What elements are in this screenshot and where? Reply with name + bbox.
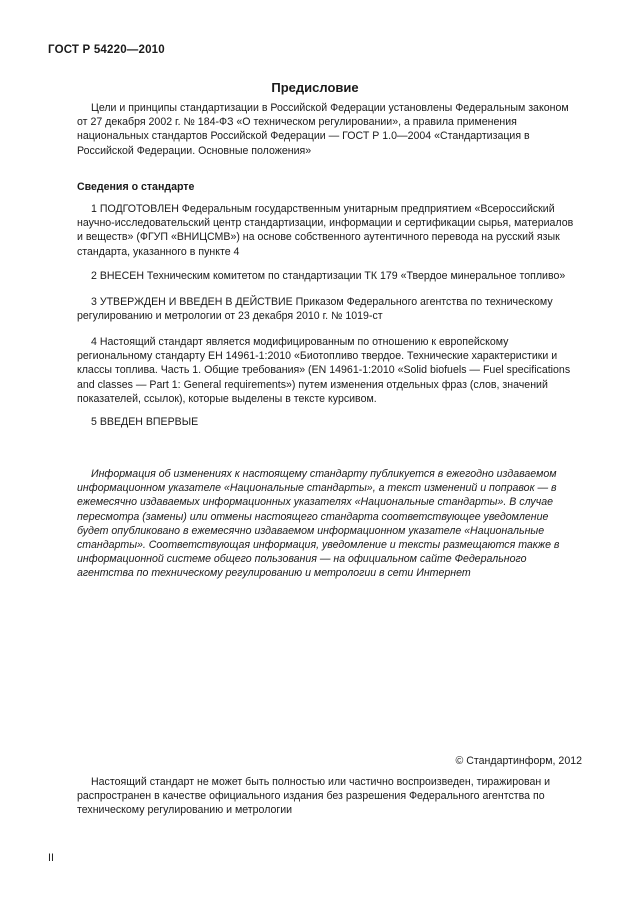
item-5-paragraph: 5 ВВЕДЕН ВПЕРВЫЕ <box>91 416 199 428</box>
copyright-line: © Стандартинформ, 2012 <box>455 755 582 767</box>
section-heading: Сведения о стандарте <box>77 181 195 193</box>
intro-paragraph: Цели и принципы стандартизации в Российской Федерации установлены Федеральным законом от 27 декабря 2002 г. № 184-ФЗ «О техническом регулировании», а правила применения национальных стандартов Российской Федерации — ГОСТ Р 1.0—2004 «Стандартизация в Российской Федерации. Основные положения» <box>77 102 569 157</box>
info-notice-paragraph: Информация об изменениях к настоящему стандарту публикуется в ежегодно издаваемом информационном указателе «Национальные стандарты», а текст изменений и поправок — в ежемесячно издаваемых информационных указателях «Национальные стандарты». В случае пересмотра (замены) или отмены настоящего стандарта соответствующее уведомление будет опубликовано в ежемесячно издаваемом информационном указателе «Национальные стандарты». Соответствующая информация, уведомление и тексты размещаются также в информационной системе общего пользования — на официальном сайте Федерального агентства по техническому регулированию и метрологии в сети Интернет <box>77 468 560 580</box>
item-3-paragraph: 3 УТВЕРЖДЕН И ВВЕДЕН В ДЕЙСТВИЕ Приказом Федерального агентства по техническому регулированию и метрологии от 23 декабря 2010 г. № 1019-ст <box>77 296 553 323</box>
item-1-paragraph: 1 ПОДГОТОВЛЕН Федеральным государственным унитарным предприятием «Всероссийский научно-исследовательский центр стандартизации, информации и сертификации сырья, материалов и веществ» (ФГУП «ВНИЦСМВ») на основе собственного аутентичного перевода на русский язык стандарта, указанного в пункте 4 <box>77 203 574 258</box>
reproduction-notice-paragraph: Настоящий стандарт не может быть полностью или частично воспроизведен, тиражирован и распространен в качестве официального издания без разрешения Федерального агентства по техническому регулированию и метрологии <box>77 776 551 817</box>
item-4-paragraph: 4 Настоящий стандарт является модифицированным по отношению к европейскому региональному стандарту ЕН 14961-1:2010 «Биотопливо твердое. Технические характеристики и классы топлива. Часть 1. Общие требования» (EN 14961-1:2010 «Solid biofuels — Fuel specifications and classes — Part 1: General requirements») путем изменения отдельных фраз (слов, значений показателей, ссылок), которые выделены в тексте курсивом. <box>77 336 571 405</box>
page-title: Предисловие <box>271 80 359 95</box>
item-2-paragraph: 2 ВНЕСЕН Техническим комитетом по стандартизации ТК 179 «Твердое минеральное топливо» <box>91 270 566 282</box>
document-code: ГОСТ Р 54220—2010 <box>48 44 165 56</box>
page-number: II <box>48 852 54 864</box>
